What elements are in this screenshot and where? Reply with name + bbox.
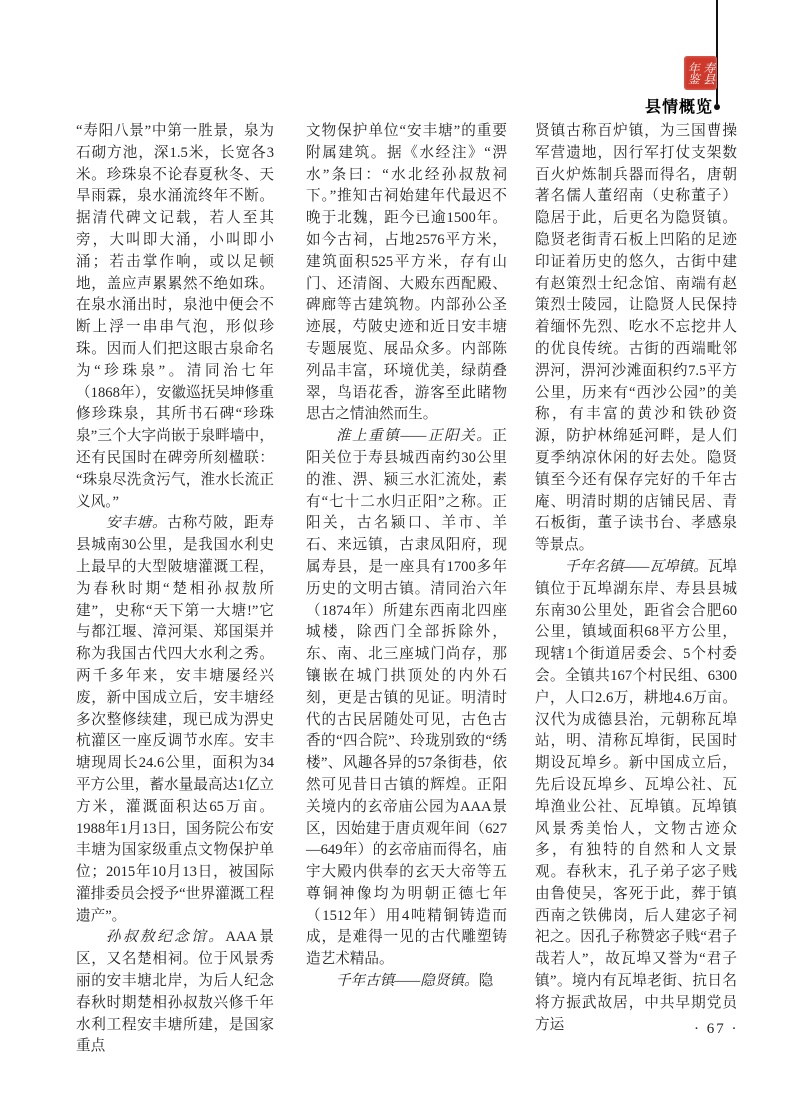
paragraph-lead: 千年名镇——瓦埠镇。: [564, 558, 708, 575]
paragraph-text: 隐: [478, 973, 494, 990]
paragraph-lead: 孙叔敖纪念馆。: [105, 929, 226, 946]
text-column-middle: [306, 121, 507, 993]
paragraph: [306, 971, 507, 993]
paragraph-text: 古称芍陂，距寿县城南30公里，是我国水利史上最早的大型陂塘灌溉工程，为春秋时期“楚相孙叔敖所建”，史称“天下第一大塘!”它与都江堰、漳河渠、郑国渠并称为我国古代四大水利之秀。两千多年来，安丰塘屡经兴废，新中国成立后，安丰塘经多次整修续建，现已成为淠史杭灌区一座反调节水库。安丰塘现周长24.6公里，面积为34平方公里，蓄水量最高达1亿立方米，灌溉面积达65万亩。1988年1月13日，国务院公布安丰塘为国家级重点文物保护单位；2015年10月13日，被国际灌排委员会授予“世界灌溉工程遗产”。: [76, 515, 274, 924]
paragraph: [76, 121, 274, 513]
text-column-right: [535, 121, 737, 1036]
paragraph-text: 文物保护单位“安丰塘”的重要附属建筑。据《水经注》“淠水”条曰：“水北经孙叔敖祠下。”推知古祠始建年代最迟不晚于北魏，距今已逾1500年。如今古祠，占地2576平方米，建筑面积525平方米，存有山门、还清阁、大殿东西配殿、碑廊等古建筑物。内部孙公圣迹展，芍陂史迹和近日安丰塘专题展览、展品众多。内部陈列品丰富，环境优美，绿荫叠翠，鸟语花香，游客至此睹物思古之情油然而生。: [306, 123, 507, 423]
seal-text-left: 年鉴: [686, 62, 701, 84]
paragraph-text: AAA景区，又名楚相祠。位于风景秀丽的安丰塘北岸，为后人纪念春秋时期楚相孙叔敖兴修千年水利工程安丰塘所建，是国家重点: [76, 929, 274, 1055]
paragraph: [306, 121, 507, 426]
paragraph-lead: 淮上重镇——正阳关。: [335, 428, 493, 445]
paragraph: [76, 513, 274, 927]
page-number: · 67 ·: [694, 1021, 739, 1037]
paragraph-lead: 千年古镇——隐贤镇。: [335, 973, 479, 990]
text-column-left: [76, 121, 274, 1058]
paragraph-text: 瓦埠镇位于瓦埠湖东岸、寿县县城东南30公里处，距省会合肥60公里，镇域面积68平方公里，现辖1个街道居委会、5个村委会。全镇共167个村民组、6300户，人口2.6万，耕地4.6万亩。汉代为成德县治，元朝称瓦埠站，明、清称瓦埠街，民国时期设瓦埠乡。新中国成立后，先后设瓦埠乡、瓦埠公社、瓦埠渔业公社、瓦埠镇。瓦埠镇风景秀美怡人，文物古迹众多，有独特的自然和人文景观。春秋末，孔子弟子宓子贱由鲁使吴，客死于此，葬于镇西南之铁佛岗，后人建宓子祠祀之。因孔子称赞宓子贱“君子哉若人”，故瓦埠又誉为“君子镇”。境内有瓦埠老街、抗日名将方振武故居，中共早期党员方运: [535, 558, 737, 1033]
paragraph: [535, 557, 737, 1037]
paragraph-text: 贤镇古称百炉镇，为三国曹操军营遗地，因行军打仗支架数百火炉炼制兵器而得名，唐朝著名儒人董绍南（史称董子）隐居于此，后更名为隐贤镇。隐贤老街青石板上凹陷的足迹印证着历史的悠久，古街中建有赵策烈士纪念馆、南端有赵策烈士陵园，让隐贤人民保持着缅怀先烈、吃水不忘挖井人的优良传统。古街的西端毗邻淠河，淠河沙滩面积约7.5平方公里，历来有“西沙公园”的美称，有丰富的黄沙和铁砂资源，防护林绵延河畔，是人们夏季纳凉休闲的好去处。隐贤镇至今还有保存完好的千年古庵、明清时期的店铺民居、青石板街，董子读书台、孝感泉等景点。: [535, 123, 737, 554]
paragraph-lead: 安丰塘。: [105, 515, 168, 532]
section-header: 县情概览: [644, 99, 713, 116]
paragraph: [76, 927, 274, 1058]
paragraph: [535, 121, 737, 557]
yearbook-seal: [684, 56, 717, 90]
seal-text-right: 寿县: [701, 62, 716, 84]
header-rule-dot: [714, 104, 720, 110]
paragraph-text: “寿阳八景”中第一胜景，泉为石砌方池，深1.5米，长宽各3米。珍珠泉不论春夏秋冬、天旱雨霖，泉水涌流终年不断。据清代碑文记载，若人至其旁，大叫即大涌，小叫即小涌；若击掌作响，或以足顿地，盖应声累累然不绝如珠。在泉水涌出时，泉池中便会不断上浮一串串气泡，形似珍珠。因而人们把这眼古泉命名为“珍珠泉”。清同治七年（1868年），安徽巡抚吴坤修重修珍珠泉，其所书石碑“珍珠泉”三个大字尚嵌于泉畔墙中，还有民国时在碑旁所刻楹联：“珠泉尽洗贪污气，淮水长流正义风。”: [76, 123, 274, 510]
paragraph: [306, 426, 507, 971]
paragraph-text: 正阳关位于寿县城西南约30公里的淮、淠、颍三水汇流处，素有“七十二水归正阳”之称。正阳关，古名颍口、羊市、羊石、来远镇，古隶凤阳府，现属寿县，是一座具有1700多年历史的文明古镇。清同治六年（1874年）所建东西南北四座城楼，除西门全部拆除外，东、南、北三座城门尚存，那镶嵌在城门拱顶处的内外石刻，更是古镇的见证。明清时代的古民居随处可见，古色古香的“四合院”、玲珑别致的“绣楼”、风趣各异的57条街巷，依然可见昔日古镇的辉煌。正阳关境内的玄帝庙公园为AAA景区，因始建于唐贞观年间（627—649年）的玄帝庙而得名，庙宇大殿内供奉的玄天大帝等五尊铜神像均为明朝正德七年（1512年）用4吨精铜铸造而成，是难得一见的古代雕塑铸造艺术精品。: [306, 428, 507, 968]
